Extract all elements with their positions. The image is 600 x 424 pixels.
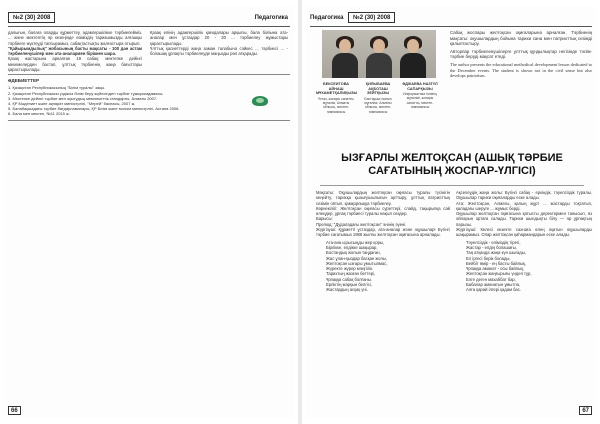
title-rule bbox=[320, 185, 584, 186]
left-page bbox=[4, 6, 294, 418]
abstract-english: The author presents the educational methodical development lesson dedicated to the December events. The student is shown not in the civil sense but also develops patriotism. bbox=[450, 61, 592, 79]
verse-line: Ұрпаққа сабақ болғаны. bbox=[326, 276, 372, 282]
verse-line: Бірлікке, елдікке шақырар, bbox=[326, 244, 378, 250]
person-figure bbox=[398, 36, 428, 78]
right-page-number: 67 bbox=[579, 406, 592, 415]
article-body-right bbox=[456, 190, 592, 293]
right-issue-badge bbox=[348, 12, 395, 24]
verse-line: Ел іргесі берік болады, bbox=[466, 255, 511, 261]
author-bio: Информатика пәнінің мұғалімі, жоғары санатты, мектеп-гимназиясы bbox=[403, 92, 437, 110]
person-figure bbox=[364, 36, 394, 78]
verse-block bbox=[456, 240, 592, 293]
reference-item: 6. Бала мен мектеп, №11 2015 ж. bbox=[8, 111, 70, 117]
intro-paragraph: Қазақ жастарына арналған 19 сабақ: мектепке дейінгі мекемелерден бастап, ұлттық тәрбиенің жаңа бағыттары қарастырылады. bbox=[8, 56, 142, 73]
reference-item: 1. Қазақстан Республикасының "Білім туралы" заңы. bbox=[8, 85, 106, 91]
author-bio: Бастауыш сынып мұғалімі, Алматы облысы, мектеп-гимназиясы bbox=[364, 96, 392, 114]
verse-line: Тәуелсіздік - еліміздің тірегі, bbox=[466, 239, 521, 245]
author-caption bbox=[358, 82, 398, 114]
body-paragraph: Жүргізуші: Құрметті ұстаздар, ата-аналар және оқушылар! Бүгінгі тәрбие сағатымыз 1986 жылғы желтоқсан оқиғасына арналады. bbox=[316, 227, 450, 238]
intro-paragraph: далығын, балаға оларды құрметтеу, адамгершілікке тәрбиелейміз. ... және мектептің әр кезеңінде өзіміздің тарихымызды алғашқы тәрбиеге жүктеуді тапсырамыз, сабақтастықты жалғастыра отырып. bbox=[8, 30, 142, 46]
refs-bottom-rule bbox=[8, 120, 290, 121]
issue-number: №2 (30) 2008 bbox=[348, 12, 395, 23]
article-title: ЫЗҒАРЛЫ ЖЕЛТОҚСАН (АШЫҚ ТӘРБИЕ САҒАТЫНЫҢ ЖОСПАР-ҮЛГІСІ) bbox=[341, 152, 563, 177]
author-name: ҚИЛЫБАЕВА АҚБОТАШ ЗЕЙТҚЫЗЫ bbox=[365, 82, 391, 96]
abstract-paragraph: Сабақ жоспары желтоқсан оқиғаларына арналған. Тәрбиенің мақсаты: оқушылардың бойына тарихи сана мен патриоттық сезімді қалыптастыру. bbox=[450, 30, 592, 47]
author-name: БЕКСЕИТОВА АЙНАШ МҰХАМЕТҚАЛИҚЫЗЫ bbox=[316, 82, 358, 96]
author-caption bbox=[400, 82, 440, 114]
body-paragraph: Көрнекілігі: Желтоқсан оқиғасы суреттері, слайд, тақырыпқа сай өлеңдер, ұрпақ тәрбиесі туралы нақыл сөздер. bbox=[316, 205, 450, 217]
verse-line: Алға қарай ілгері қадам бас. bbox=[466, 287, 522, 293]
left-section-title: Педагогика bbox=[254, 15, 288, 21]
authors-photo bbox=[322, 30, 436, 78]
verse-line: Желтоқсан жаңғырығы үндеп тұр, bbox=[466, 271, 532, 277]
refs-rule bbox=[8, 74, 290, 75]
body-paragraph: Оқушылар желтоқсан оқиғасына қатысты деректермен танысып, өз ойларын ортаға салады. Тарихи шындықты білу — әр ұрпақтың парызы. bbox=[456, 211, 592, 227]
article-body-left bbox=[316, 190, 450, 293]
body-paragraph: Мақсаты: Оқушылардың желтоқсан оқиғасы туралы түсінігін кеңейту, тарихқа қызығушылығын арттыру, ұлттық патриоттық сезімін оятып, қамқорлыққа тәрбиелеу. bbox=[316, 190, 450, 206]
verse-line: Бабалар аманатын ұмытпа, bbox=[466, 282, 521, 288]
verse-line: Ұрпаққа аманат - осы байлық, bbox=[466, 266, 525, 272]
page-gutter bbox=[298, 0, 302, 424]
body-paragraph: Жүргізуші: Келесі кезекте сахнаға өлең оқитын оқушыларды шақырамыз. Олар желтоқсан қаһармандарын еске алады. bbox=[456, 227, 592, 238]
verse-line: Ата-ана ырысыңды жер қоры, bbox=[326, 239, 385, 245]
reference-item: 4. ҚР Мәдениет және ақпарат министрлігі, "Мерей" баспасы, 2007 ж. bbox=[8, 100, 136, 106]
journal-emblem-icon bbox=[252, 96, 268, 106]
left-issue-badge bbox=[8, 12, 55, 24]
verse-line: Таң атқанда жаңа күн шығады, bbox=[466, 250, 526, 256]
author-name: ӘДЖАЕВА НАЗГҮЛ САПАРҚЫЗЫ bbox=[402, 82, 438, 91]
left-page-number: 66 bbox=[8, 406, 21, 415]
reference-item: 3. Мектепке дейінгі тәрбие мен оқытудың мемлекеттік стандарты, Алматы 2007. bbox=[8, 95, 158, 101]
body-paragraph: Барысы: bbox=[316, 216, 333, 222]
issue-number: №2 (30) 2008 bbox=[8, 12, 55, 23]
verse-line: Бейбіт өмір - ең басты байлық, bbox=[466, 260, 527, 266]
intro-paragraph: Ұлттық қасиеттерді жаңа заман талабына сәйкес ... тәрбиесі ... - болашақ ұрпақты тәрбиелеуде маңызды рөл атқарады. bbox=[150, 45, 288, 57]
verse-line: Жастардың асқақ үні. bbox=[326, 287, 368, 293]
references-title: ӘДЕБИЕТТЕР bbox=[8, 78, 40, 83]
verse-line: Жас ұлан-қыздар басқан жолы, bbox=[326, 255, 388, 261]
verse-line: Жастар - елдің болашағы, bbox=[466, 244, 517, 250]
verse-line: Ерліктің жарқын белгісі, bbox=[326, 282, 372, 288]
reference-item: 2. Қазақстан Республикасы үздіксіз білім беру жүйесіндегі тәрбие тұжырымдамасы. bbox=[8, 90, 164, 96]
right-page bbox=[306, 6, 596, 418]
body-paragraph: Прелюд: "Дудаладағы желтоқсан" әнінің әуені. bbox=[316, 221, 407, 227]
left-intro-column-2 bbox=[150, 30, 288, 56]
verse-line: Бостандық жолын таңдаған, bbox=[326, 250, 381, 256]
intro-paragraph: "Қайырымдылық" жобасының басты мақсаты - 100 дан астам тәрбиеленушілер мен ата-аналармен біріккен шара. bbox=[8, 45, 142, 57]
verse-line: Желтоқсан ызғары ұмытылмас, bbox=[326, 260, 388, 266]
author-caption bbox=[316, 82, 356, 114]
abstract-paragraph: Авторлар тәрбиеленушілерге ұлттық құндылықтар негізінде тәлім-тәрбие беруді мақсат етеді. bbox=[450, 48, 592, 60]
right-section-title: Педагогика bbox=[310, 15, 344, 21]
body-paragraph: Ақселеудің жаңа жолы: Бүгінгі сабақ - еркіндік, тәуелсіздік туралы. Оқушылар тарихи оқиғаларды еске алады. bbox=[456, 190, 592, 201]
author-bio: Ұстаз, жоғары санатты мұғалім, Алматы облысы, мектеп-гимназиясы bbox=[318, 96, 354, 114]
author-captions bbox=[316, 82, 440, 114]
references-block bbox=[8, 78, 290, 117]
left-header-rule bbox=[8, 26, 290, 27]
reference-item: 5. Балабақшадағы тәрбие бағдарламалары, ҚР Білім және ғылым министрлігі, Астана 2006. bbox=[8, 106, 180, 112]
intro-paragraph: Қазақ елінің адамгершілік қағидалары арқылы, бала бойына ата-аналар мен ұстаздар 20 - 30 ... тәрбиелеу жұмыстары қарастырылады. bbox=[150, 30, 288, 46]
body-paragraph: Ата: Желтоқсан, Алматы, қалың жұрт ... жастарды тоқтатып, қаладағы шеруге ... жұмыс берді. bbox=[456, 200, 592, 211]
verse-block bbox=[316, 240, 450, 293]
verse-line: Жүректе жүрер мәңгілік. bbox=[326, 266, 374, 272]
right-header-rule bbox=[310, 26, 592, 27]
verse-line: Тарихтың жазған беттері, bbox=[326, 271, 376, 277]
verse-line: Елге деген махаббат бар, bbox=[466, 276, 516, 282]
abstract-column bbox=[450, 30, 592, 79]
left-intro-column bbox=[8, 30, 142, 72]
person-figure bbox=[330, 36, 360, 78]
